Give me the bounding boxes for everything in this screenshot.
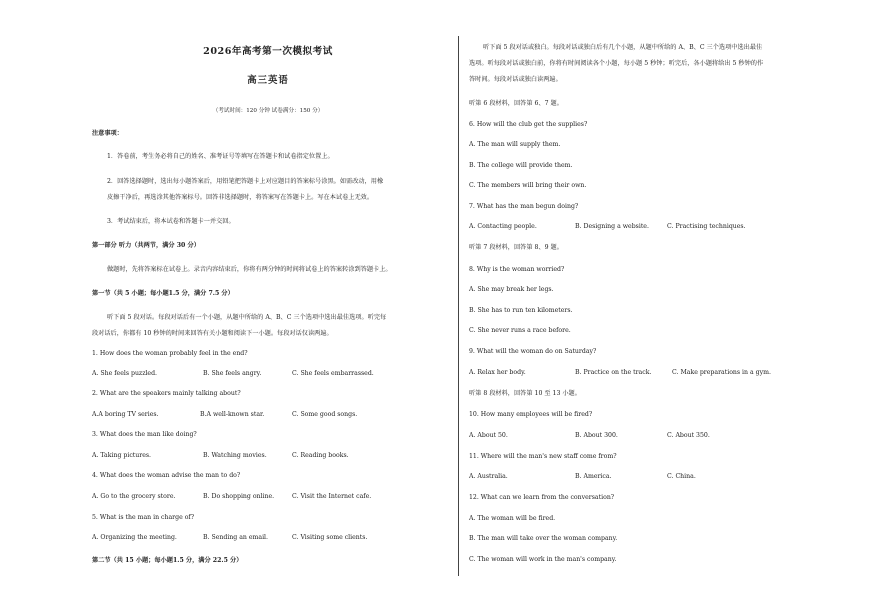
option-c: C. China.: [667, 473, 696, 480]
section1-instruction: 段对话后，你都有 10 秒钟的时间来回答有关小题和阅读下一小题。每段对话仅读两遍。: [92, 330, 333, 337]
question-3: 3. What does the man like doing?: [92, 431, 197, 438]
question-10: 10. How many employees will be fired?: [469, 411, 593, 418]
material-6-heading: 听第 6 段材料，回答第 6、7 题。: [469, 100, 563, 107]
option-c: C. Visit the Internet cafe.: [292, 493, 372, 500]
note-item: 1．答卷前，考生务必将自己的姓名、准考证号等填写在答题卡和试卷指定位置上。: [107, 153, 334, 160]
option-c: C. She feels embarrassed.: [292, 370, 374, 377]
section2-instruction: 听下面 5 段对话或独白。每段对话或独白后有几个小题，从题中所给的 A、B、C 三个选项中选出最佳: [483, 44, 763, 51]
question-7: 7. What has the man begun doing?: [469, 203, 579, 210]
question-11: 11. Where will the man's new staff come from?: [469, 453, 617, 460]
option-c: C. Reading books.: [292, 452, 349, 459]
question-6: 6. How will the club get the supplies?: [469, 121, 588, 128]
exam-subtitle: 高三英语: [247, 75, 289, 86]
option-a: A. Contacting people.: [469, 223, 537, 230]
part1-instruction: 做题时，先将答案标在试卷上。录音内容结束后，你将有两分钟的时间将试卷上的答案转涂到答题卡上。: [107, 266, 392, 273]
option-a: A. The woman will be fired.: [469, 515, 556, 522]
option-b: B. Sending an email.: [203, 534, 269, 541]
option-a: A. Organizing the meeting.: [92, 534, 177, 541]
section1-heading: 第一节（共 5 小题；每小题1.5 分，满分 7.5 分）: [92, 290, 234, 297]
question-1: 1. How does the woman probably feel in the end?: [92, 350, 248, 357]
option-a: A. Australia.: [469, 473, 508, 480]
option-a: A. Relax her body.: [469, 369, 526, 376]
option-c: C. She never runs a race before.: [469, 327, 571, 334]
exam-info: （考试时间：120 分钟 试卷满分：150 分）: [212, 108, 324, 114]
option-c: C. Some good songs.: [292, 411, 358, 418]
question-2: 2. What are the speakers mainly talking about?: [92, 390, 241, 397]
material-8-heading: 听第 8 段材料，回答第 10 至 13 小题。: [469, 390, 581, 397]
section2-instruction: 答时间。每段对话或独白读两遍。: [469, 76, 562, 83]
question-4: 4. What does the woman advise the man to do?: [92, 472, 241, 479]
question-9: 9. What will the woman do on Saturday?: [469, 348, 597, 355]
notes-heading: 注意事项：: [92, 130, 123, 137]
option-a: A.A boring TV series.: [92, 411, 159, 418]
option-b: B. The college will provide them.: [469, 162, 573, 169]
option-c: C. About 350.: [667, 432, 710, 439]
section1-instruction: 听下面 5 段对话。每段对话后有一个小题，从题中所给的 A、B、C 三个选项中选出最佳选项。听完每: [107, 314, 387, 321]
option-a: A. Taking pictures.: [92, 452, 152, 459]
section2-heading: 第二节（共 15 小题；每小题1.5 分，满分 22.5 分）: [92, 557, 243, 564]
column-divider: [458, 36, 459, 576]
option-a: A. Go to the grocery store.: [92, 493, 176, 500]
question-12: 12. What can we learn from the conversation?: [469, 494, 615, 501]
option-b: B. About 300.: [575, 432, 618, 439]
note-item: 2．回答选择题时，选出每小题答案后，用铅笔把答题卡上对应题目的答案标号涂黑。如需改动，用橡: [107, 178, 384, 185]
note-item: 3．考试结束后，将本试卷和答题卡一并交回。: [107, 218, 235, 225]
option-b: B. Do shopping online.: [203, 493, 275, 500]
option-c: C. The woman will work in the man's company.: [469, 556, 617, 563]
option-c: C. Practising techniques.: [667, 223, 746, 230]
option-b: B. The man will take over the woman company.: [469, 535, 618, 542]
option-b: B. She has to run ten kilometers.: [469, 307, 573, 314]
question-5: 5. What is the man in charge of?: [92, 514, 195, 521]
option-b: B. Watching movies.: [203, 452, 267, 459]
option-b: B. Designing a website.: [575, 223, 649, 230]
note-item: 皮擦干净后，再选涂其他答案标号。回答非选择题时，将答案写在答题卡上。写在本试卷上无效。: [107, 194, 374, 201]
question-8: 8. Why is the woman worried?: [469, 266, 565, 273]
option-b: B. She feels angry.: [203, 370, 262, 377]
option-c: C. Make preparations in a gym.: [672, 369, 771, 376]
option-c: C. Visiting some clients.: [292, 534, 368, 541]
material-7-heading: 听第 7 段材料，回答第 8、9 题。: [469, 244, 563, 251]
option-a: A. About 50.: [469, 432, 508, 439]
part1-heading: 第一部分 听力（共两节，满分 30 分）: [92, 242, 200, 249]
option-a: A. She may break her legs.: [469, 286, 554, 293]
option-a: A. She feels puzzled.: [92, 370, 158, 377]
section2-instruction: 选项。听每段对话或独白前，你将有时间阅读各个小题，每小题 5 秒钟；听完后，各小题将给出 5 秒钟的作: [469, 60, 764, 67]
option-b: B. America.: [575, 473, 612, 480]
option-a: A. The man will supply them.: [469, 141, 561, 148]
exam-title: 2026年高考第一次模拟考试: [203, 46, 333, 57]
option-b: B.A well-known star.: [200, 411, 265, 418]
option-b: B. Practice on the track.: [575, 369, 652, 376]
option-c: C. The members will bring their own.: [469, 182, 587, 189]
